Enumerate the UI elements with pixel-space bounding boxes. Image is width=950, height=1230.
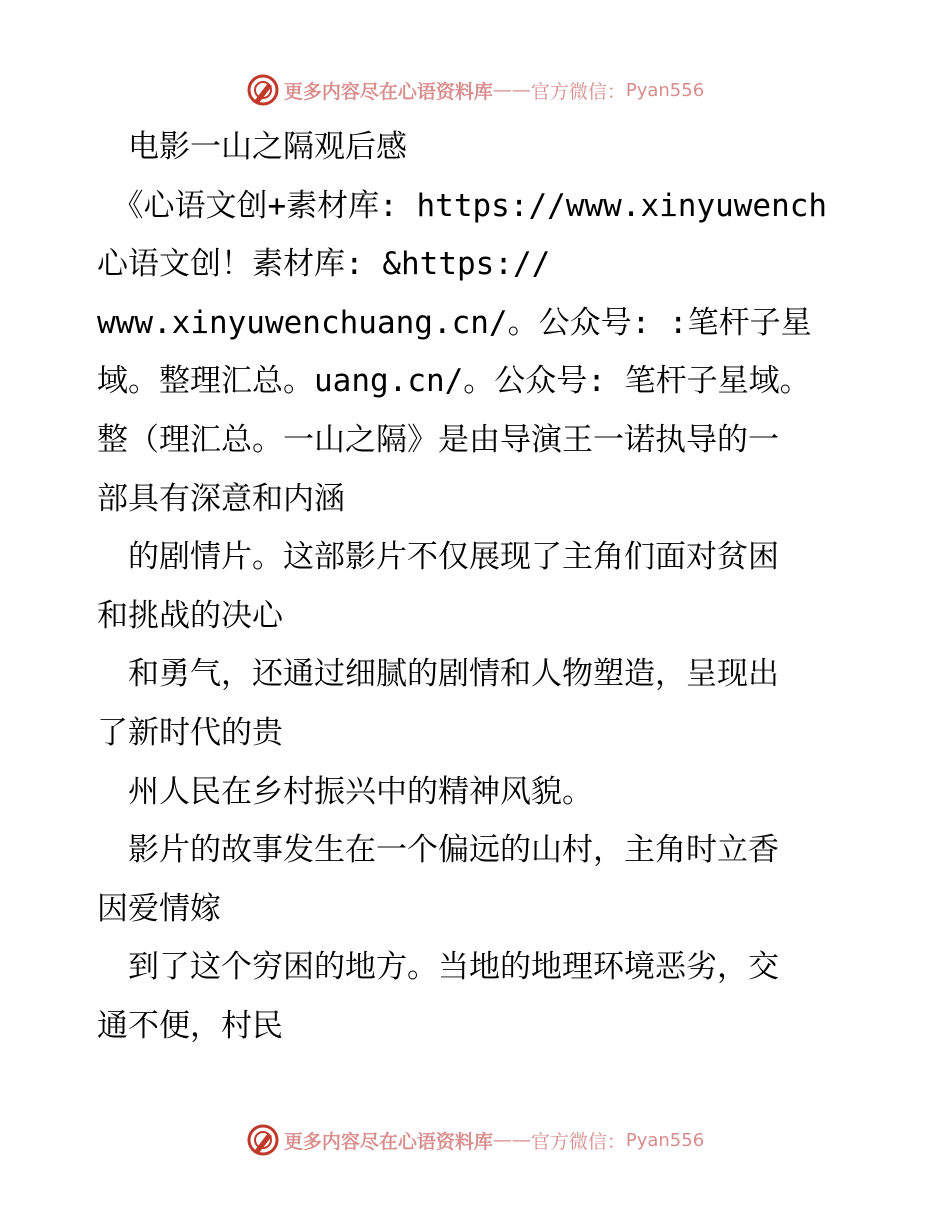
- banner-dash: ——: [492, 1129, 531, 1151]
- banner-wechat-label: 官方微信：: [530, 80, 626, 103]
- banner-lead-text: 更多内容尽在心语资料库: [283, 80, 493, 103]
- text-line: 《心语文创+素材库: https://www.xinyuwench: [97, 187, 828, 224]
- text-line: 通不便，村民: [97, 1007, 283, 1044]
- banner-dash: ——: [492, 79, 531, 101]
- text-line: www.xinyuwenchuang.cn/。公众号: :笔杆子星: [97, 304, 812, 341]
- text-line: 部具有深意和内涵: [97, 480, 345, 517]
- pen-logo-icon: [246, 1123, 280, 1157]
- pen-logo-icon: [246, 73, 280, 107]
- document-body: [97, 118, 857, 1056]
- text-line: 域。整理汇总。uang.cn/。公众号: 笔杆子星域。: [97, 363, 811, 400]
- header-banner: [0, 70, 950, 110]
- text-line: 因爱情嫁: [97, 890, 221, 927]
- text-line: 整（理汇总。一山之隔》是由导演王一诺执导的一: [97, 421, 779, 458]
- document-title: 电影一山之隔观后感: [97, 129, 407, 165]
- text-line: 和勇气，还通过细腻的剧情和人物塑造，呈现出: [97, 656, 779, 693]
- text-line: 和挑战的决心: [97, 597, 283, 634]
- banner-wechat-id: Pyan556: [625, 1129, 705, 1151]
- text-line: 了新时代的贵: [97, 714, 283, 751]
- banner-wechat-id: Pyan556: [625, 79, 705, 101]
- footer-banner: [0, 1120, 950, 1160]
- text-line: 到了这个穷困的地方。当地的地理环境恶劣，交: [97, 949, 779, 986]
- text-line: 心语文创！素材库: &https://: [97, 246, 551, 283]
- banner-wechat-label: 官方微信：: [530, 1130, 626, 1153]
- text-line: 的剧情片。这部影片不仅展现了主角们面对贫困: [97, 539, 779, 576]
- text-line: 州人民在乡村振兴中的精神风貌。: [97, 773, 593, 810]
- text-line: 影片的故事发生在一个偏远的山村，主角时立香: [97, 832, 779, 869]
- banner-lead-text: 更多内容尽在心语资料库: [283, 1130, 493, 1153]
